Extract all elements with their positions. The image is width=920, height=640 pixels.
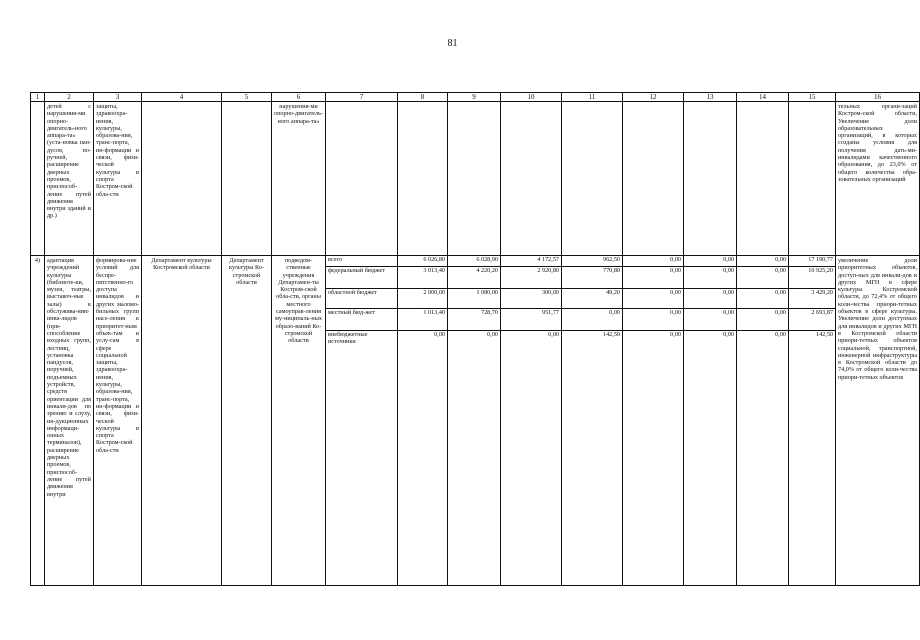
value: 0,00 — [684, 267, 736, 289]
header-cell: 8 — [398, 93, 448, 102]
goal-cell: формирова-ние условий для беспре-пятственно-го доступа инвалидов и других маломо-бильных групп насе-ления к приоритет-ным объек-там и услу-гам в сфере социальной защиты, здравоохра-нения, культуры, образова-ния, транс-порта, ин-формации и связи, физи-ческой культуры и спорта Костром-ской обла-сти — [94, 256, 142, 586]
responsible-cell — [142, 102, 222, 256]
value: 0,00 — [623, 289, 683, 309]
value: 300,00 — [501, 289, 561, 309]
value: 0,00 — [684, 256, 736, 267]
value-cell-2025 — [623, 256, 684, 586]
value-cell — [501, 102, 562, 256]
value: 0,00 — [670, 331, 681, 338]
coexecutor-cell — [222, 102, 272, 256]
measure-name-cell: детей с нарушения-ми опорно-двигатель-ного аппара-та» (уста-новка пан-дусов, по-ручней, расширение дверных проемов, приспособ-ление путей движения внутри зданий и др.) — [45, 102, 94, 256]
header-cell: 9 — [448, 93, 501, 102]
value: 4 172,57 — [501, 256, 561, 267]
measure-name-cell: адаптация учреждений культуры (библиоте-ки, музеи, театры, выставоч-ные залы) к обслужива-нию инва-лидов (при-способление входных групп, лестниц, установка пандусов, поручней, подъемных устройств, средств ориентации для инвали-дов по зрению и слуху, ин-дукционных информаци-онных терминалов), расширение дверных проемов, приспособ-ление путей движения внутри — [45, 256, 94, 586]
value: 49,20 — [562, 289, 622, 309]
funding-source-cell — [326, 256, 398, 586]
funding-source: областной бюджет — [326, 289, 397, 309]
coexecutor-cell: Департамент культуры Ко-стромской области — [222, 256, 272, 586]
value-cell-2027 — [737, 256, 789, 586]
responsible-cell: Департамент культуры Костромской области — [142, 256, 222, 586]
program-table — [30, 92, 920, 586]
value: 962,50 — [562, 256, 622, 267]
goal-cell: защиты, здравоохра-нения, культуры, образова-ния, транс-порта, ин-формации и связи, физи-ческой культуры и спорта Костром-ской обла-сти — [94, 102, 142, 256]
header-cell: 10 — [501, 93, 562, 102]
header-cell: 1 — [31, 93, 45, 102]
value: 0,00 — [723, 331, 734, 338]
total-value: 3 429,20 — [789, 289, 835, 309]
result-cell: тельных органи-заций Костром-ской области, Увеличение доли образовательных организаций, в которых созданы условия для получения дать-ми-инвалидами качественного образования, до 23,0% от общего количества обра-зовательных организаций — [836, 102, 920, 256]
value: 0,00 — [562, 309, 622, 331]
header-cell: 11 — [562, 93, 623, 102]
table-row-continued — [31, 102, 920, 256]
value: 951,77 — [501, 309, 561, 331]
total-value: 10 925,20 — [789, 267, 835, 289]
value: 0,00 — [737, 289, 788, 309]
value: 0,00 — [623, 267, 683, 289]
value-cell — [623, 102, 684, 256]
total-cell — [789, 102, 836, 256]
total-value: 17 190,77 — [789, 256, 835, 267]
source-cell — [326, 102, 398, 256]
participants-cell: подведом-ственные учреждения Департамен-ты Костром-ской обла-сти, органы местного самоуправ-ления му-ниципаль-ных образо-ваний Ко-стромской области — [272, 256, 326, 586]
funding-source: внебюджетные источники — [328, 331, 368, 346]
header-cell: 4 — [142, 93, 222, 102]
header-cell: 15 — [789, 93, 836, 102]
header-cell: 12 — [623, 93, 684, 102]
value-cell — [448, 102, 501, 256]
value: 6 026,80 — [398, 256, 447, 267]
row-number-cell — [31, 102, 45, 256]
value: 0,00 — [684, 309, 736, 331]
value: 728,70 — [448, 309, 500, 331]
row-number-cell: 4) — [31, 256, 45, 586]
value-cell — [684, 102, 737, 256]
value-cell — [737, 102, 789, 256]
value: 142,50 — [602, 331, 620, 338]
value: 2 920,80 — [501, 267, 561, 289]
value-cell-2021 — [398, 256, 448, 586]
value: 0,00 — [775, 331, 786, 338]
value-cell — [562, 102, 623, 256]
value: 0,00 — [623, 309, 683, 331]
value: 1 013,40 — [398, 309, 447, 331]
value-cell-2026 — [684, 256, 737, 586]
value: 0,00 — [737, 309, 788, 331]
table-row-4 — [31, 256, 920, 586]
page-number: 81 — [447, 38, 458, 49]
total-value: 2 693,87 — [789, 309, 835, 331]
header-cell: 14 — [737, 93, 789, 102]
total-value: 142,50 — [815, 331, 833, 338]
header-cell: 6 — [272, 93, 326, 102]
header-cell: 16 — [836, 93, 920, 102]
funding-source: федеральный бюджет — [326, 267, 397, 289]
funding-source: всего — [326, 256, 397, 267]
value: 0,00 — [737, 267, 788, 289]
value: 1 080,00 — [448, 289, 500, 309]
value: 4 220,20 — [448, 267, 500, 289]
header-cell: 3 — [94, 93, 142, 102]
result-cell: увеличение доли приоритетных объектов, доступ-ных для инвали-дов и других МГН в сфере культуры Костромской области, до 72,4% от общего коли-чества приори-тетных объектов в сфере культуры. Увеличение доли доступных для инвалидов и других МГН в Костромской области приори-тетных объектов социальной, транспортной, инженерной инфраструктуры в Костромской области до 74,0% от общего коли-чества приори-тетных объектов — [836, 256, 920, 586]
value: 770,80 — [562, 267, 622, 289]
header-cell: 5 — [222, 93, 272, 102]
value-cell-2024 — [562, 256, 623, 586]
value-cell — [398, 102, 448, 256]
value-cell-2022 — [448, 256, 501, 586]
participants-cell: нарушения-ми опорно-двигатель-ного аппара-та» — [272, 102, 326, 256]
value: 6 028,90 — [448, 256, 500, 267]
header-cell: 2 — [45, 93, 94, 102]
header-cell: 7 — [326, 93, 398, 102]
value: 0,00 — [434, 331, 445, 338]
header-cell: 13 — [684, 93, 737, 102]
header-row — [31, 93, 920, 102]
value: 0,00 — [623, 256, 683, 267]
value: 2 000,00 — [398, 289, 447, 309]
value: 3 013,40 — [398, 267, 447, 289]
value-cell-2023 — [501, 256, 562, 586]
value: 0,00 — [487, 331, 498, 338]
total-cell — [789, 256, 836, 586]
value: 0,00 — [684, 289, 736, 309]
funding-source: местный бюд-жет — [326, 309, 397, 331]
value: 0,00 — [548, 331, 559, 338]
value: 0,00 — [737, 256, 788, 267]
